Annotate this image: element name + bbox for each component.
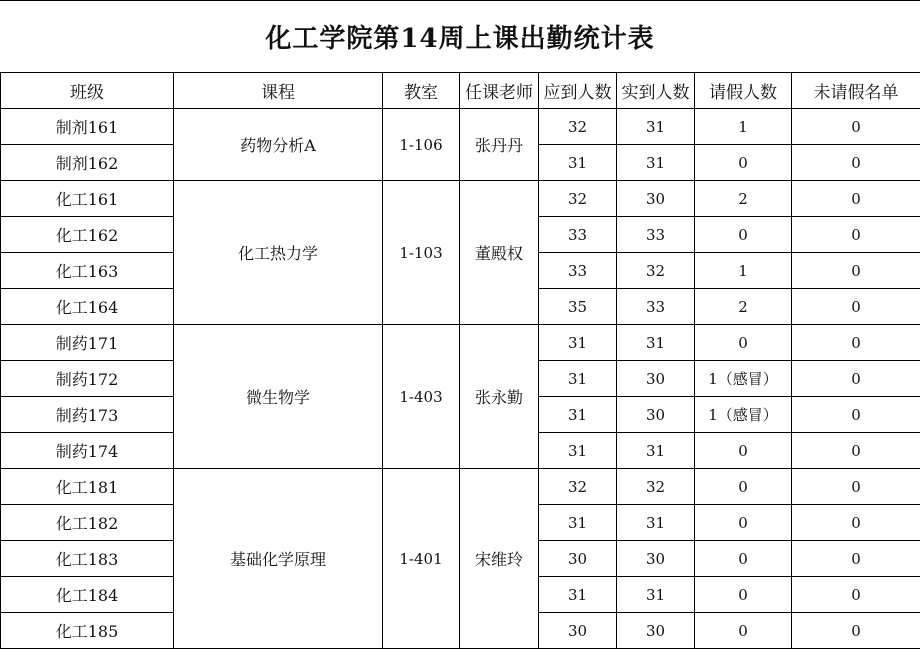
cell-course[interactable]: 微生物学	[174, 325, 383, 469]
header-room[interactable]: 教室	[383, 73, 460, 109]
cell-class[interactable]: 制剂161	[1, 109, 174, 145]
cell-absent[interactable]: 0	[792, 181, 920, 217]
cell-expected[interactable]: 30	[539, 541, 617, 577]
cell-absent[interactable]: 0	[792, 361, 920, 397]
cell-class[interactable]: 制药172	[1, 361, 174, 397]
cell-actual[interactable]: 32	[617, 253, 695, 289]
header-row	[1, 73, 920, 109]
cell-absent[interactable]: 0	[792, 505, 920, 541]
cell-leave[interactable]: 0	[695, 433, 792, 469]
cell-leave[interactable]: 0	[695, 505, 792, 541]
cell-actual[interactable]: 30	[617, 397, 695, 433]
header-actual[interactable]: 实到人数	[617, 73, 695, 109]
cell-leave[interactable]: 2	[695, 181, 792, 217]
cell-actual[interactable]: 31	[617, 577, 695, 613]
cell-expected[interactable]: 31	[539, 397, 617, 433]
cell-expected[interactable]: 31	[539, 325, 617, 361]
cell-teacher[interactable]: 张丹丹	[460, 109, 539, 181]
header-course[interactable]: 课程	[174, 73, 383, 109]
cell-class[interactable]: 制药174	[1, 433, 174, 469]
cell-leave[interactable]: 0	[695, 325, 792, 361]
cell-course[interactable]: 药物分析A	[174, 109, 383, 181]
attendance-table	[0, 72, 920, 649]
table-row	[1, 325, 920, 361]
cell-room[interactable]: 1-103	[383, 181, 460, 325]
cell-leave[interactable]: 0	[695, 469, 792, 505]
header-leave[interactable]: 请假人数	[695, 73, 792, 109]
cell-room[interactable]: 1-401	[383, 469, 460, 649]
cell-actual[interactable]: 30	[617, 361, 695, 397]
cell-actual[interactable]: 32	[617, 469, 695, 505]
cell-class[interactable]: 制药171	[1, 325, 174, 361]
cell-leave[interactable]: 2	[695, 289, 792, 325]
cell-expected[interactable]: 31	[539, 145, 617, 181]
cell-leave[interactable]: 1	[695, 253, 792, 289]
header-teacher[interactable]: 任课老师	[460, 73, 539, 109]
cell-actual[interactable]: 31	[617, 433, 695, 469]
cell-teacher[interactable]: 张永勤	[460, 325, 539, 469]
cell-leave[interactable]: 0	[695, 217, 792, 253]
cell-leave[interactable]: 0	[695, 541, 792, 577]
cell-actual[interactable]: 33	[617, 217, 695, 253]
cell-absent[interactable]: 0	[792, 109, 920, 145]
cell-class[interactable]: 化工185	[1, 613, 174, 649]
table-row	[1, 109, 920, 145]
cell-teacher[interactable]: 宋维玲	[460, 469, 539, 649]
cell-expected[interactable]: 31	[539, 433, 617, 469]
cell-absent[interactable]: 0	[792, 397, 920, 433]
cell-course[interactable]: 化工热力学	[174, 181, 383, 325]
cell-expected[interactable]: 31	[539, 505, 617, 541]
cell-class[interactable]: 化工163	[1, 253, 174, 289]
cell-leave[interactable]: 0	[695, 145, 792, 181]
cell-absent[interactable]: 0	[792, 145, 920, 181]
cell-room[interactable]: 1-403	[383, 325, 460, 469]
cell-absent[interactable]: 0	[792, 613, 920, 649]
cell-room[interactable]: 1-106	[383, 109, 460, 181]
cell-absent[interactable]: 0	[792, 325, 920, 361]
header-absent-list[interactable]: 未请假名单	[792, 73, 920, 109]
cell-actual[interactable]: 31	[617, 505, 695, 541]
cell-expected[interactable]: 30	[539, 613, 617, 649]
cell-leave[interactable]: 1	[695, 109, 792, 145]
cell-actual[interactable]: 30	[617, 541, 695, 577]
cell-class[interactable]: 制剂162	[1, 145, 174, 181]
cell-absent[interactable]: 0	[792, 253, 920, 289]
cell-absent[interactable]: 0	[792, 577, 920, 613]
cell-absent[interactable]: 0	[792, 217, 920, 253]
cell-expected[interactable]: 35	[539, 289, 617, 325]
table-row	[1, 181, 920, 217]
cell-class[interactable]: 化工182	[1, 505, 174, 541]
cell-course[interactable]: 基础化学原理	[174, 469, 383, 649]
cell-class[interactable]: 化工181	[1, 469, 174, 505]
cell-actual[interactable]: 31	[617, 325, 695, 361]
cell-class[interactable]: 制药173	[1, 397, 174, 433]
header-expected[interactable]: 应到人数	[539, 73, 617, 109]
header-class[interactable]: 班级	[1, 73, 174, 109]
cell-expected[interactable]: 31	[539, 577, 617, 613]
cell-leave[interactable]: 0	[695, 613, 792, 649]
cell-leave[interactable]: 1（感冒）	[695, 361, 792, 397]
cell-expected[interactable]: 33	[539, 253, 617, 289]
sheet-title: 化工学院第14周上课出勤统计表	[0, 0, 920, 72]
cell-expected[interactable]: 32	[539, 181, 617, 217]
cell-actual[interactable]: 30	[617, 613, 695, 649]
table-row	[1, 469, 920, 505]
cell-actual[interactable]: 31	[617, 109, 695, 145]
cell-teacher[interactable]: 董殿权	[460, 181, 539, 325]
cell-actual[interactable]: 30	[617, 181, 695, 217]
cell-absent[interactable]: 0	[792, 469, 920, 505]
cell-class[interactable]: 化工161	[1, 181, 174, 217]
cell-actual[interactable]: 33	[617, 289, 695, 325]
cell-expected[interactable]: 32	[539, 469, 617, 505]
cell-class[interactable]: 化工164	[1, 289, 174, 325]
cell-absent[interactable]: 0	[792, 289, 920, 325]
cell-absent[interactable]: 0	[792, 433, 920, 469]
cell-leave[interactable]: 0	[695, 577, 792, 613]
cell-expected[interactable]: 32	[539, 109, 617, 145]
cell-expected[interactable]: 31	[539, 361, 617, 397]
cell-class[interactable]: 化工184	[1, 577, 174, 613]
cell-actual[interactable]: 31	[617, 145, 695, 181]
cell-class[interactable]: 化工162	[1, 217, 174, 253]
cell-leave[interactable]: 1（感冒）	[695, 397, 792, 433]
cell-class[interactable]: 化工183	[1, 541, 174, 577]
cell-expected[interactable]: 33	[539, 217, 617, 253]
cell-absent[interactable]: 0	[792, 541, 920, 577]
